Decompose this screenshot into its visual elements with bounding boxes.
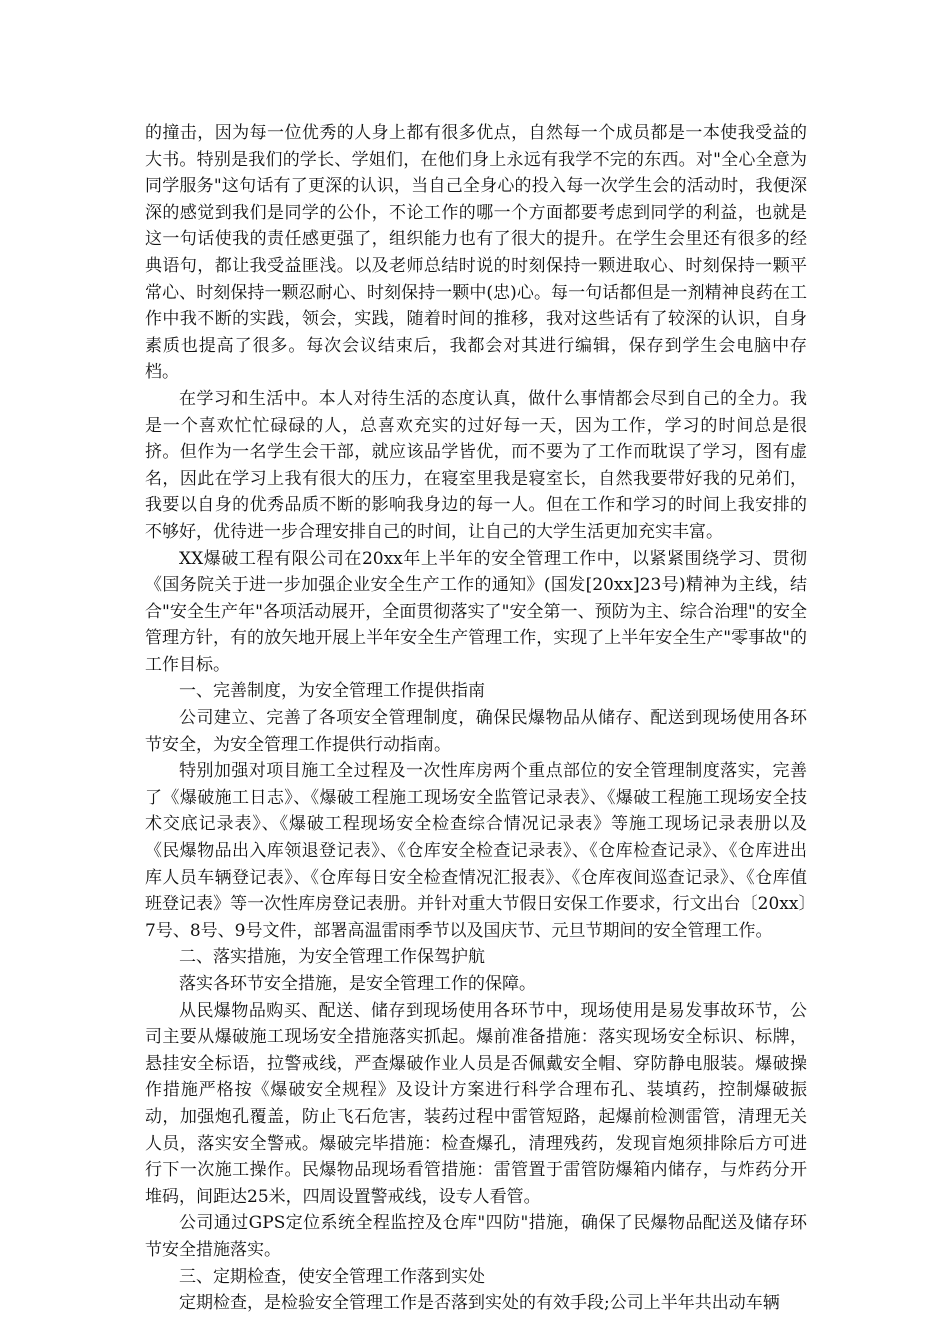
paragraph-regular-inspection: 定期检查，是检验安全管理工作是否落到实处的有效手段;公司上半年共出动车辆 xyxy=(179,1293,780,1314)
paragraph-student-union-reflection: 的撞击，因为每一位优秀的人身上都有很多优点，自然每一个成员都是一本使我受益的大书。特别是我们的学长、学姐们，在他们身上永远有我学不完的东西。对"全心全意为同学服务"这句话有了更深的认识，当自己全身心的投入每一次学生会的活动时，我便深深的感觉到我们是同学的公仆，不论工作的哪一个方面都要考虑到同学的利益，也就是这一句话使我的责任感更强了，组织能力也有了很大的提升。在学生会里还有很多的经典语句，都让我受益匪浅。以及老师总结时说的时刻保持一颗进取心、时刻保持一颗平常心、时刻保持一颗忍耐心、时刻保持一颗中(忠)心。每一句话都但是一剂精神良药在工作中我不断的实践，领会，实践，随着时间的推移，我对这些话有了较深的认识，自身素质也提高了很多。每次会议结束后，我都会对其进行编辑，保存到学生会电脑中存档。 xyxy=(145,123,807,383)
section-heading-3: 三、定期检查，使安全管理工作落到实处 xyxy=(179,1266,485,1287)
paragraph-study-and-life: 在学习和生活中。本人对待生活的态度认真，做什么事情都会尽到自己的全力。我是一个喜欢忙忙碌碌的人，总喜欢充实的过好每一天，因为工作，学习的时间总是很挤。但作为一名学生会干部，就应该品学皆优，而不要为了工作而耽误了学习，图有虚名，因此在学习上我有很大的压力，在寝室里我是寝室长，自然我要带好我的兄弟们，我要以自身的优秀品质不断的影响我身边的每一人。但在工作和学习的时间上我安排的不够好，优待进一步合理安排自己的时间，让自己的大学生活更加充实丰富。 xyxy=(145,388,807,542)
paragraph-gps-monitoring: 公司通过GPS定位系统全程监控及仓库"四防"措施，确保了民爆物品配送及储存环节安全措施落实。 xyxy=(145,1213,807,1260)
paragraph-company-overview: XX爆破工程有限公司在20xx年上半年的安全管理工作中，以紧紧围绕学习、贯彻《国务院关于进一步加强企业安全生产工作的通知》(国发[20xx]23号)精神为主线，结合"安全生产年"各项活动展开，全面贯彻落实了"安全第一、预防为主、综合治理"的安全管理方针，有的放矢地开展上半年安全生产管理工作，实现了上半年安全生产"零事故"的工作目标。 xyxy=(145,548,807,675)
section-heading-1: 一、完善制度，为安全管理工作提供指南 xyxy=(179,681,485,702)
section-heading-2: 二、落实措施，为安全管理工作保驾护航 xyxy=(179,947,485,968)
paragraph-safety-measures-intro: 落实各环节安全措施，是安全管理工作的保障。 xyxy=(179,974,536,994)
paragraph-management-system: 公司建立、完善了各项安全管理制度，确保民爆物品从储存、配送到现场使用各环节安全，为安全管理工作提供行动指南。 xyxy=(145,708,807,755)
paragraph-blasting-site-measures: 从民爆物品购买、配送、储存到现场使用各环节中，现场使用是易发事故环节，公司主要从爆破施工现场安全措施落实抓起。爆前准备措施：落实现场安全标识、标牌，悬挂安全标语，拉警戒线，严查爆破作业人员是否佩戴安全帽、穿防静电服装。爆破操作措施严格按《爆破安全规程》及设计方案进行科学合理布孔、装填药，控制爆破振动，加强炮孔覆盖，防止飞石危害，装药过程中雷管短路，起爆前检测雷管，清理无关人员，落实安全警戒。爆破完毕措施：检查爆孔，清理残药，发现盲炮须排除后方可进行下一次施工操作。民爆物品现场看管措施：雷管置于雷管防爆箱内储存，与炸药分开堆码，间距达25米，四周设置警戒线，设专人看管。 xyxy=(145,1000,807,1207)
paragraph-record-forms: 特别加强对项目施工全过程及一次性库房两个重点部位的安全管理制度落实，完善了《爆破施工日志》、《爆破工程施工现场安全监管记录表》、《爆破工程施工现场安全技术交底记录表》、《爆破工程现场安全检查综合情况记录表》等施工现场记录表册以及《民爆物品出入库领退登记表》、《仓库安全检查记录表》、《仓库检查记录》、《仓库进出库人员车辆登记表》、《仓库每日安全检查情况汇报表》、《仓库夜间巡查记录》、《仓库值班登记表》等一次性库房登记表册。并针对重大节假日安保工作要求，行文出台〔20xx〕7号、8号、9号文件，部署高温雷雨季节以及国庆节、元旦节期间的安全管理工作。 xyxy=(145,761,807,941)
document-body xyxy=(145,120,807,1317)
